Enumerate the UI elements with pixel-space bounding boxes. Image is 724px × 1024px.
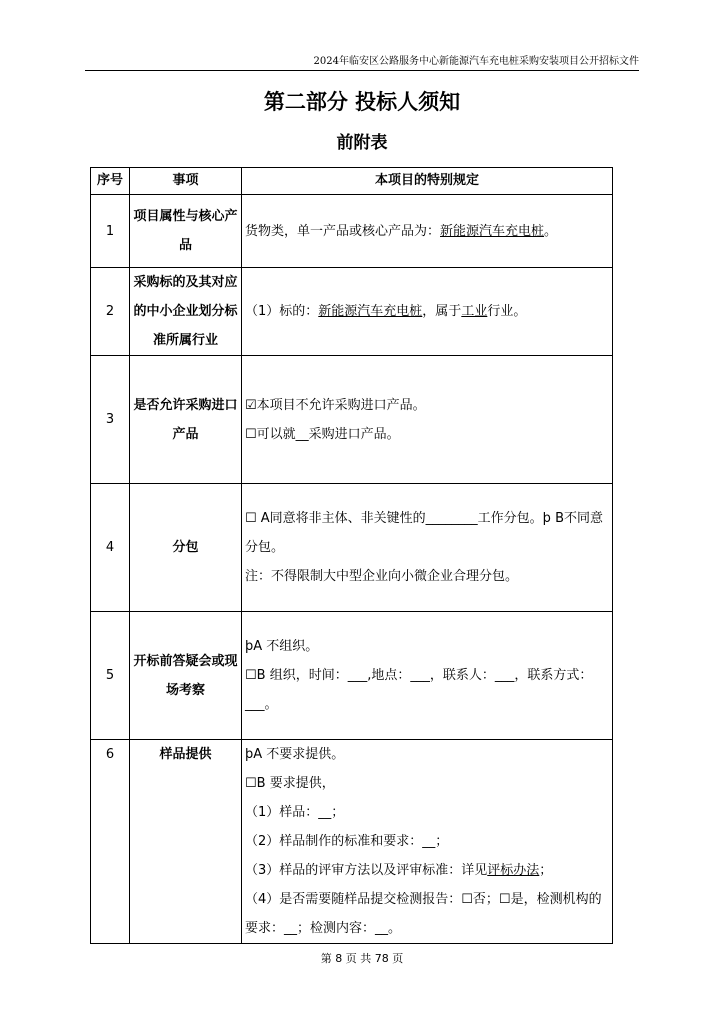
row-number: 2 [91,268,130,356]
row-item: 是否允许采购进口产品 [130,356,242,484]
table-row [91,740,613,944]
header-cell-provisions: 本项目的特别规定 [242,168,613,195]
content-line: ☐ A同意将非主体、非关键性的________工作分包。þ B不同意分包。 [245,511,603,555]
row-content [242,740,613,944]
section-subtitle: 前附表 [336,133,388,153]
row-content [242,484,613,612]
table-row [91,356,613,484]
row-item: 项目属性与核心产品 [130,195,242,268]
page-footer: 第 8 页 共 78 页 [320,952,404,965]
row-item: 分包 [130,484,242,612]
content-line: ☐B 要求提供， [245,776,335,791]
table-row [91,484,613,612]
row-number: 4 [91,484,130,612]
content-line: ☑本项目不允许采购进口产品。 [245,397,426,413]
row-number: 3 [91,356,130,484]
content-text: ； [539,863,553,878]
content-line: ☐可以就__采购进口产品。 [245,426,400,442]
content-text: 行业。 [487,304,527,319]
content-line: （1）样品：__； [245,805,345,820]
content-line [245,856,609,885]
document-header: 2024年临安区公路服务中心新能源汽车充电桩采购安装项目公开招标文件 [313,56,639,67]
content-line: þA 不要求提供。 [245,747,345,762]
row-item: 样品提供 [130,740,242,944]
row-item: 采购标的及其对应的中小企业划分标准所属行业 [130,268,242,356]
row-item: 开标前答疑会或现场考察 [130,612,242,740]
content-text: 。 [544,223,558,239]
content-line: 注：不得限制大中型企业向小微企业合理分包。 [245,569,519,584]
table-row [91,268,613,356]
instructions-table [90,167,613,944]
content-underlined: 评标办法 [487,863,540,878]
row-content [242,195,613,268]
row-number: 1 [91,195,130,268]
content-underlined: 工业 [461,304,488,319]
row-content [242,612,613,740]
content-line: （2）样品制作的标准和要求：__； [245,834,449,849]
row-content [242,356,613,484]
content-line: （4）是否需要随样品提交检测报告：☐否；☐是，检测机构的要求：__；检测内容：__。 [245,892,602,936]
header-cell-item: 事项 [130,168,242,195]
row-number: 5 [91,612,130,740]
header-rule [85,70,639,71]
content-text: ，属于 [422,304,462,319]
row-content [242,268,613,356]
content-text: （1）标的： [245,304,319,319]
table-row [91,612,613,740]
table-row [91,195,613,268]
header-cell-number: 序号 [91,168,130,195]
content-text: 货物类，单一产品或核心产品为： [245,223,441,239]
content-underlined: 新能源汽车充电桩 [318,304,423,319]
content-text: （3）样品的评审方法以及评审标准：详见 [245,863,488,878]
section-title: 第二部分 投标人须知 [263,90,461,114]
table-header-row [91,168,613,195]
content-line: þA 不组织。 [245,639,319,654]
content-underlined: 新能源汽车充电桩 [440,223,545,239]
content-line: ☐B 组织，时间：___,地点：___，联系人：___，联系方式：___。 [245,668,593,712]
row-number: 6 [91,740,130,944]
